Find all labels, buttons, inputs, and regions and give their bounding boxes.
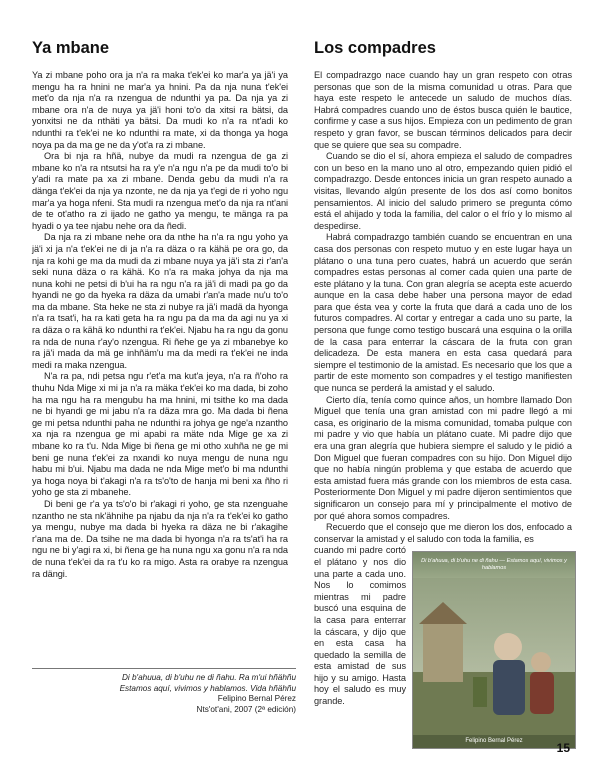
left-paragraph-3: Da nja ra zi mbane nehe ora da nthe ha n'a ra ngu yoho ya jä'i xi ja n'a t'ek'ei ne di ja n'a ra däza o ra kähä pe ora go, da nja ra kohi ge ma da mudi da zi mbane nuya ya jä'i sta zi r'an'a seki nuna däza o ra kähä. Ko n'a ra maka johya da nja ma nuna kohi ne petsi di b'ui ha ra ngu n'a ra jä'i di madi pa go da hyandi ne go da hyeka ra däza da umabi r'an'a made nu'u to'o ma da mbane. Sta heke ne sta zi nubye ra jä'i madä da hyonga n'a ra tsat'i, ha ra kati geta ha ra ngu pa da ma da agi nu ya xi ra däza o ra kähä ko ndunthi ra t'ek'ei. Njabu ha ra ngu da gonu ra nda de nuna r'ay'o nzengua. Ri ñehe ge ya zi mbanebye ko ra jä'i mada da mä ge inhñäm'u ma da medi ra t'ek'ei ne inda medi ra maka nzengua. [32, 232, 288, 370]
left-title: Ya mbane [32, 39, 110, 57]
right-paragraph-3: Habrá compadrazgo también cuando se encuentran en una casa dos personas con respeto mutuo y en este lugar haya un plátano o una tuna pero cuates, habrá un acuerdo que serán compadres estas personas al comer cada quien una parte de este plátano y la tuna. Con gran alegría se acepta este acuerdo aunque en la casa debe haber una persona mayor de edad para que ésta vea y corte la fruta que dará a cada uno de los futuros compadres. Al cortar y entregar a cada uno su parte, la persona que funge como testigo buscará una esquina o la orilla de la casa para enterrar la cáscara de la fruta con gran delicadeza. De esta manera en esta casa quedará para siempre el testimonio de la amistad. Es necesario que los que a partir de este momento son compadres y el testigo manifiesten que nunca se perderá la amistad y el saludo. [314, 232, 572, 394]
right-paragraph-1: El compadrazgo nace cuando hay un gran respeto con otras personas que son de la misma comunidad u otras. Para que haya este respeto le antecede un saludo de muchos días. Habrá compadres cuando uno de éstos busca quién le bautice, confirme y case a sus hijos. Empieza con un pedimento de gran respeto y gran favor, se buscan términos delicados para decir que se quiere que sea su compadre. [314, 70, 572, 150]
left-paragraph-4: N'a ra pa, ndi petsa ngu r'et'a ma kut'a jeya, n'a ra ñ'oho ra thuhu Nda Mige xi mi ja n'a ra mäka t'ek'ei ko ma dada, bi zoho ha ma ngu ha ra mengubu ha ma hnini, mi tsithe ko ma dada ne bi hyandi ge mi jabu n'a ra däza mra go. Ma dada bi ñena ge mi petsa ndunthi paha ne ndunthi ra johya ge nge'a nzantho xa nja ra nzengua ge mi apabi ra mäte nda Mige ge xa zi mbane ko ra t'u. Nda Mige bi ñena ge mi otho xuhña ne ge mi beni ge nuna t'ek'ei za nxandi ko nuya mengu de nuna ngu habu mi b'ui. Njabu ma dada ne nda Mige met'o bi ma ndunthi ya hoga noya bi t'akagi n'a ra ts'o'to de hanja mi beni xa ñho ri yoho ge sta zi mbanehe. [32, 371, 288, 498]
book-cover-illustration [413, 552, 575, 748]
quote-line-2: Estamos aquí, vivimos y hablamos. Vida hñähñu [119, 683, 296, 693]
right-paragraph-6: cuando mi padre cortó el plátano y nos dio una parte a cada uno. Nos lo comimos mientras mi padre buscó una esquina de la casa para enterrar la cáscara, y dijo que en esta casa ha quedado la semilla de esta amistad de sus hijo y su amigo. Hasta hoy el saludo es muy grande. [314, 545, 406, 707]
right-paragraph-4: Cierto día, tenía como quince años, un hombre llamado Don Miguel que tenía una gran amistad con mi padre llegó a mi casa, es originario de la misma comunidad, tomaba pulque con mi padre y vio que había un plátano cuate. Mi padre dijo que era una gran alegría que hubiera siempre el saludo y le pidió a Don Miguel que fueran compadres con su hijo. Don Miguel dijo que no había ningún problema y que estaba de acuerdo que esta amistad fuera más grande con los miembros de esta casa. Posteriormente Don Miguel y mi padre dijeron sentimientos que significaron un consejo para mí y principalmente el motivo de por qué ahora somos compadres. [314, 394, 572, 521]
cover-caption-top: Di b'ahuua, di b'uhu ne di ñahu — Estamos aquí, vivimos y hablamos [413, 552, 575, 578]
left-paragraph-2: Ora bi nja ra hñä, nubye da mudi ra nzengua de ga zi mbane ko n'a ra ntsutsi ha ra y'e n'a ngu n'a pe da mudi to'o bi y'adi ra mate pa xa zi mbane. Denda gebu da mudi n'a ra dänga t'ek'ei da nja ya nzonte, ne da nja ya t'egi de ri yoho ngu mar'a ya hoga nfeni. Sta mudi ra nzengua met'o da nja ra nt'ani de te ot'atho ra zi ijado ne gatho ya mengu, te mänga ra pa hyadi o ya tee njabu nehe ora da ñedi. [32, 151, 288, 231]
quote-author: Felipino Bernal Pérez [217, 694, 296, 703]
quote-box [32, 668, 296, 715]
quote-source: Nts'ot'ani, 2007 (2ª edición) [196, 704, 296, 714]
book-cover-image [412, 551, 576, 749]
left-paragraph-5: Di beni ge r'a ya ts'o'o bi r'akagi ri yoho, ge sta nzenguahe nzantho ne sta nk'ähnihe pa njabu da nja n'a ra t'ek'ei ko gatho ya mengu, nubye ma dada bi hyeka ra däza ne bi r'akagihe r'ana ma de. Da tsihe ne ma dada bi hyonga n'a ra ts'at'i ha ra ngu ne bi y'agi ra xi, bi ñena ge ha nuna ngu xa gonu n'a ra nda de nuna t'ek'ei da ra t'u ko ra migo. Asta ra orabye ra nzengua ra dängi. [32, 498, 288, 579]
right-title: Los compadres [314, 39, 436, 57]
cover-caption-bottom: Felipino Bernal Pérez [413, 735, 575, 748]
right-paragraph-2: Cuando se dio el sí, ahora empieza el saludo de compadres con un beso en la mano uno al otro, empezando quien pidió el compadrazgo. Desde entonces inicia un gran respeto aunado a visitas, llevando algún presente de los dos así como bonitos pensamientos. Al inicio del saludo primero se pregunta cómo está el ahijado y toda la familia, del calor o el frío y lo mismo al despedirse. [314, 151, 572, 231]
quote-line-1: Di b'ahuua, di b'uhu ne di ñahu. Ra m'ui hñähñu [121, 673, 296, 682]
left-column [32, 38, 288, 580]
left-paragraph-1: Ya zi mbane poho ora ja n'a ra maka t'ek'ei ko mar'a ya jä'i ya mengu ha ra hnini ne mar'a ya hnini. Pa da nja nuna t'ek'ei met'o da nja n'a ra nzengua de ndunthi ya pa. Da nja ya zi mbane ora n'a de nuya ya jä'i honi to'o da xitsi ra bätsi, da yonxitsi ne da nthäti ya bätsi. Da mudi ko n'a ra nt'adi ko ndunthi ra t'ek'ei ne ko ndunthi ra mate, xi da thonga ya hoga noya pa da ma ge ne da y'ot'a ra zi mbane. [32, 70, 288, 150]
right-paragraph-5: Recuerdo que el consejo que me dieron los dos, enfocado a conservar la amistad y el saludo con toda la familia, es [314, 522, 572, 544]
page-number: 15 [556, 741, 570, 755]
